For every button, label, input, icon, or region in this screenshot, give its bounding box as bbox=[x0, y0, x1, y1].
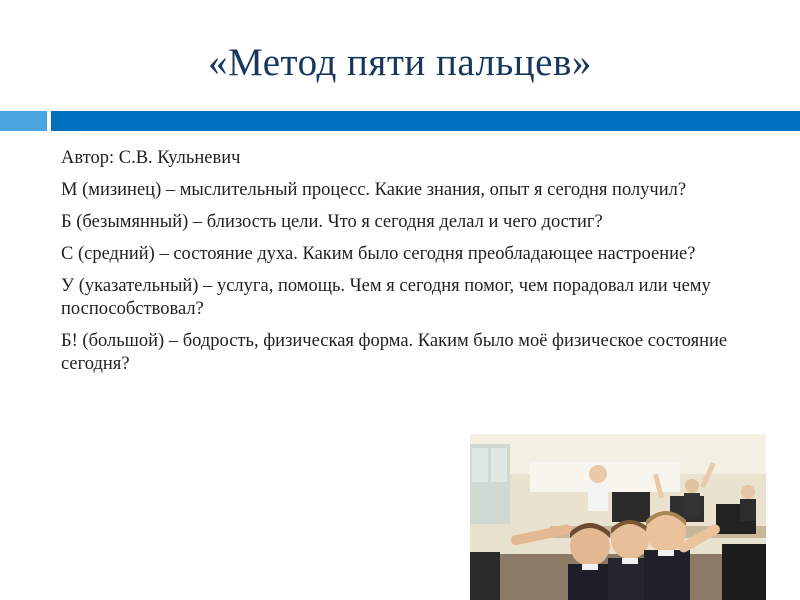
ring-finger-item: Б (безымянный) – близость цели. Что я сегодня делал и чего достиг? bbox=[61, 212, 603, 232]
classroom-photo-icon bbox=[470, 434, 766, 600]
slide-body bbox=[61, 147, 781, 385]
thumb-item: Б! (большой) – бодрость, физическая форма. Каким было моё физическое состояние сегодня? bbox=[61, 331, 728, 374]
index-finger-item: У (указательный) – услуга, помощь. Чем я сегодня помог, чем порадовал или чему поспособствовал? bbox=[61, 276, 711, 319]
pinky-item: М (мизинец) – мыслительный процесс. Какие знания, опыт я сегодня получил? bbox=[61, 180, 687, 200]
middle-finger-item: С (средний) – состояние духа. Каким было сегодня преобладающее настроение? bbox=[61, 244, 696, 264]
slide-title: «Метод пяти пальцев» bbox=[208, 41, 592, 84]
author-line: Автор: С.В. Кульневич bbox=[61, 148, 241, 168]
title-divider-left bbox=[0, 111, 47, 131]
title-divider-right bbox=[51, 111, 800, 131]
classroom-photo bbox=[470, 434, 766, 600]
